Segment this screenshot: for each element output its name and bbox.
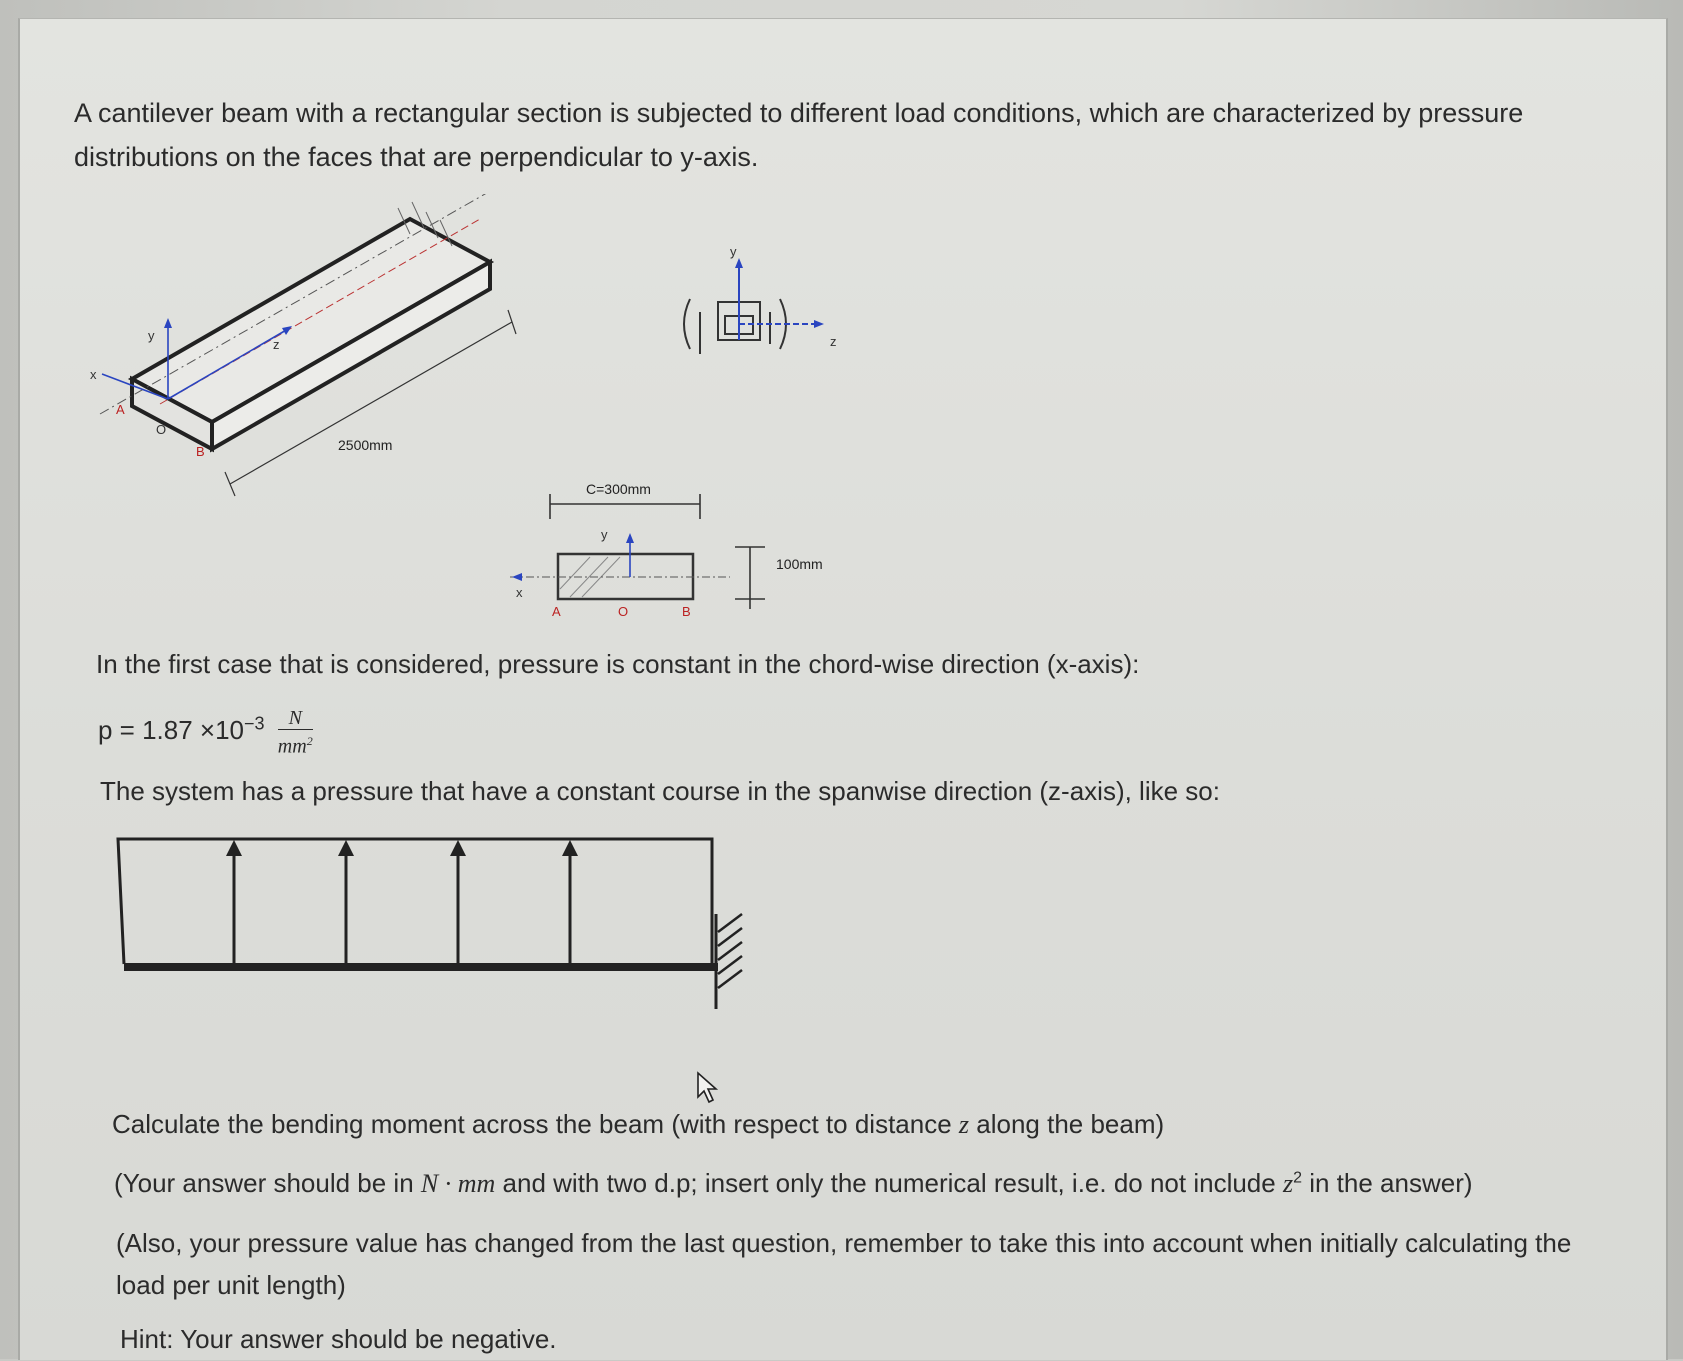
pressure-formula: [98, 707, 313, 758]
section-point-o: O: [618, 604, 629, 619]
question-line-2-var: z: [1282, 1169, 1294, 1198]
question-card: [18, 18, 1668, 1360]
axis-label-x: x: [90, 367, 97, 382]
chord-label: C=300mm: [586, 481, 651, 497]
formula-exponent: −3: [244, 713, 265, 734]
mouse-cursor-icon: [696, 1071, 722, 1105]
section-point-b: B: [682, 604, 691, 619]
formula-unit-fraction: [278, 707, 313, 758]
fixed-support-hatch: [718, 914, 742, 988]
section-axis-y2: y: [601, 527, 608, 542]
axis-label-z: z: [273, 337, 280, 352]
question-line-1-post: along the beam): [969, 1109, 1165, 1139]
formula-unit-numerator: N: [278, 707, 313, 730]
formula-unit-denominator: [278, 730, 313, 758]
hint-text: Hint: Your answer should be negative.: [120, 1324, 557, 1354]
question-line-1-var: z: [958, 1110, 970, 1139]
beam-length-label: 2500mm: [338, 437, 393, 453]
question-line-1-pre: Calculate the bending moment across the beam (with respect to distance: [112, 1109, 959, 1139]
cantilever-load-diagram: [100, 834, 760, 1084]
question-line-2: [114, 1163, 1634, 1205]
formula-unit-den-exp: 2: [306, 734, 313, 748]
question-line-2-pre: (Your answer should be in: [114, 1168, 421, 1198]
section-symbol-figure: [670, 244, 850, 374]
section-axis-x: x: [516, 585, 523, 600]
section-point-a: A: [552, 604, 561, 619]
cross-section-figure: [490, 459, 870, 619]
isometric-beam-figure: [80, 194, 540, 529]
question-line-2-mid: and with two d.p; insert only the numerical result, i.e. do not include: [495, 1168, 1283, 1198]
point-label-o: O: [156, 422, 167, 437]
case1-paragraph: In the first case that is considered, pressure is constant in the chord-wise direction (x-axis):: [96, 649, 1140, 679]
question-line-2-unit: N · mm: [420, 1169, 496, 1198]
system-paragraph: The system has a pressure that have a constant course in the spanwise direction (z-axis), like so:: [100, 776, 1220, 806]
intro-paragraph: A cantilever beam with a rectangular section is subjected to different load conditions, which are characterized by pressure distributions on the faces that are perpendicular to y-axis.: [74, 98, 1524, 172]
question-line-1: [112, 1104, 1612, 1146]
height-label: 100mm: [776, 556, 823, 572]
point-label-a: A: [116, 402, 125, 417]
question-line-3: (Also, your pressure value has changed from the last question, remember to take this into account when initially calculating the load per unit length): [116, 1228, 1572, 1300]
question-line-2-exp: 2: [1293, 1169, 1302, 1187]
point-label-b: B: [196, 444, 205, 459]
formula-lhs: p = 1.87 ×10: [98, 715, 245, 746]
formula-unit-den-base: mm: [277, 735, 307, 758]
section-axis-z: z: [830, 334, 837, 349]
load-block-outline: [118, 839, 712, 964]
question-line-2-post: in the answer): [1302, 1168, 1473, 1198]
axis-label-y: y: [148, 328, 155, 343]
section-axis-y: y: [730, 244, 737, 259]
